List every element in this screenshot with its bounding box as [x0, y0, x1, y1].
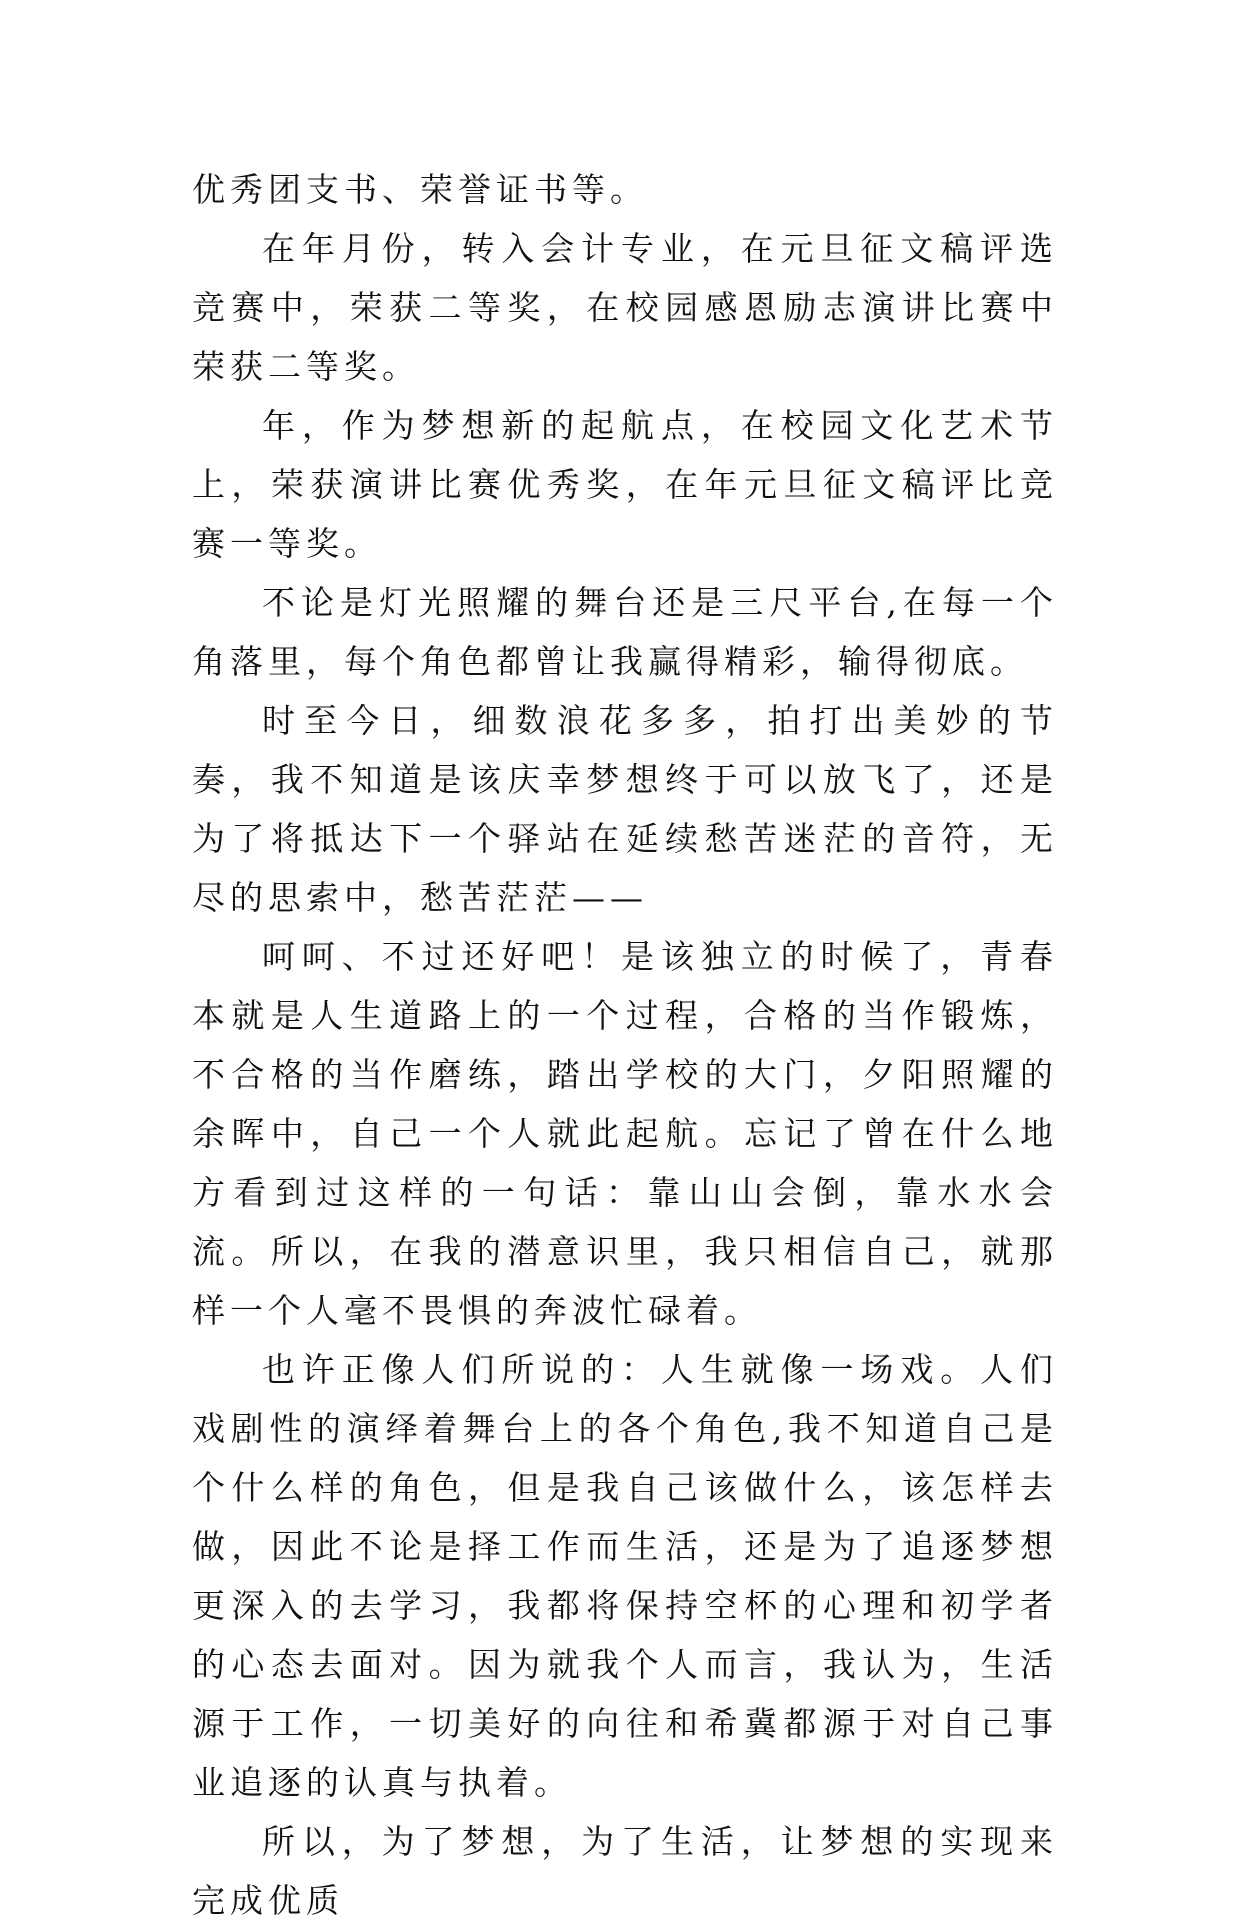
paragraph: 呵呵、不过还好吧！是该独立的时候了，青春本就是人生道路上的一个过程，合格的当作锻炼，不合格的当作磨练，踏出学校的大门，夕阳照耀的余晖中，自己一个人就此起航。忘记了曾在什么地方看到过这样的一句话：靠山山会倒，靠水水会流。所以，在我的潜意识里，我只相信自己，就那样一个人毫不畏惧的奔波忙碌着。 — [192, 937, 1058, 1330]
paragraph: 年，作为梦想新的起航点，在校园文化艺术节上，荣获演讲比赛优秀奖，在年元旦征文稿评比竞赛一等奖。 — [192, 406, 1058, 563]
paragraph: 在年月份，转入会计专业，在元旦征文稿评选竞赛中，荣获二等奖，在校园感恩励志演讲比赛中荣获二等奖。 — [192, 229, 1058, 386]
paragraph: 也许正像人们所说的：人生就像一场戏。人们戏剧性的演绎着舞台上的各个角色,我不知道自己是个什么样的角色，但是我自己该做什么，该怎样去做，因此不论是择工作而生活，还是为了追逐梦想更深入的去学习，我都将保持空杯的心理和初学者的心态去面对。因为就我个人而言，我认为，生活源于工作，一切美好的向往和希冀都源于对自己事业追逐的认真与执着。 — [192, 1350, 1058, 1802]
paragraph: 所以，为了梦想，为了生活，让梦想的实现来完成优质 — [192, 1822, 1058, 1920]
paragraph-continued: 优秀团支书、荣誉证书等。 — [192, 170, 648, 209]
body-text — [192, 160, 1058, 1930]
paragraph: 不论是灯光照耀的舞台还是三尺平台,在每一个角落里，每个角色都曾让我赢得精彩，输得彻底。 — [192, 583, 1058, 681]
paragraph: 时至今日，细数浪花多多，拍打出美妙的节奏，我不知道是该庆幸梦想终于可以放飞了，还是为了将抵达下一个驿站在延续愁苦迷茫的音符，无尽的思索中，愁苦茫茫—— — [192, 701, 1058, 917]
